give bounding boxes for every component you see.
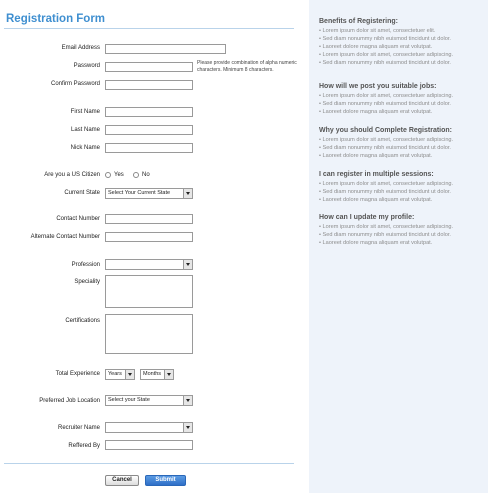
nick-name-field[interactable] (105, 143, 193, 153)
confirm-password-label: Confirm Password (50, 81, 100, 87)
section-heading: Why you should Complete Registration: (319, 127, 453, 134)
sidebar-section (319, 18, 484, 67)
section-heading: Benefits of Registering: (319, 18, 398, 25)
preferred-location-select[interactable] (105, 395, 193, 406)
list-item: • Sed diam nonummy nibh euismod tincidunt ut dolor. (319, 144, 484, 152)
section-heading: How can I update my profile: (319, 214, 415, 221)
list-item: • Laoreet dolore magna aliquam erat volutpat. (319, 43, 484, 51)
sidebar-section (319, 127, 484, 160)
list-item: • Sed diam nonummy nibh euismod tincidunt ut dolor. (319, 35, 484, 43)
password-field[interactable] (105, 62, 193, 72)
last-name-field[interactable] (105, 125, 193, 135)
last-name-label: Last Name (70, 127, 100, 133)
list-item: • Laoreet dolore magna aliquam erat volutpat. (319, 108, 484, 116)
first-name-label: First Name (70, 109, 100, 115)
list-item: • Laoreet dolore magna aliquam erat volutpat. (319, 152, 484, 160)
alt-contact-number-field[interactable] (105, 232, 193, 242)
chevron-down-icon (164, 370, 173, 379)
list-item: • Lorem ipsum dolor sit amet, consectetuer elit. (319, 27, 484, 35)
list-item: • Lorem ipsum dolor sit amet, consectetuer adipiscing. (319, 92, 484, 100)
password-hint: Please provide combination of alpha numeric characters. Minimum 8 characters. (197, 60, 297, 73)
chevron-down-icon (125, 370, 134, 379)
sidebar-info-panel (309, 0, 488, 493)
title-divider (4, 28, 294, 29)
list-item: • Sed diam nonummy nibh euismod tincidunt ut dolor. (319, 188, 484, 196)
confirm-password-field[interactable] (105, 80, 193, 90)
current-state-value: Select Your Current State (108, 190, 171, 196)
list-item: • Lorem ipsum dolor sit amet, consectetuer adipiscing. (319, 223, 484, 231)
chevron-down-icon (183, 396, 192, 405)
contact-number-label: Contact Number (56, 216, 100, 222)
form-footer-divider (4, 463, 294, 464)
profession-label: Profession (71, 262, 100, 268)
list-item: • Laoreet dolore magna aliquam erat volutpat. (319, 196, 484, 204)
months-select[interactable] (140, 369, 174, 380)
referred-by-field[interactable] (105, 440, 193, 450)
nick-name-label: Nick Name (70, 145, 100, 151)
total-experience-label: Total Experience (55, 371, 100, 377)
preferred-location-label: Preferred Job Location (39, 398, 100, 404)
recruiter-name-label: Recruiter Name (57, 425, 100, 431)
certifications-label: Certifications (65, 318, 100, 324)
us-citizen-yes-radio[interactable] (105, 172, 111, 178)
current-state-select[interactable] (105, 188, 193, 199)
certifications-textarea[interactable] (105, 314, 193, 354)
chevron-down-icon (183, 260, 192, 269)
list-item: • Sed diam nonummy nibh euismod tincidunt ut dolor. (319, 100, 484, 108)
current-state-label: Current State (64, 190, 100, 196)
chevron-down-icon (183, 189, 192, 198)
section-heading: I can register in multiple sessions: (319, 171, 434, 178)
list-item: • Sed diam nonummy nibh euismod tincidunt ut dolor. (319, 59, 484, 67)
us-citizen-yes-label: Yes (114, 172, 124, 178)
us-citizen-no-radio[interactable] (133, 172, 139, 178)
password-label: Password (73, 63, 100, 69)
contact-number-field[interactable] (105, 214, 193, 224)
email-label: Email Address (61, 45, 100, 51)
speciality-textarea[interactable] (105, 275, 193, 308)
us-citizen-no-label: No (142, 172, 150, 178)
cancel-button[interactable]: Cancel (105, 475, 139, 486)
sidebar-section (319, 214, 484, 247)
us-citizen-label: Are you a US Citizen (44, 172, 100, 178)
first-name-field[interactable] (105, 107, 193, 117)
months-value: Months (143, 371, 162, 377)
form-title: Registration Form (6, 13, 106, 25)
sidebar-section (319, 83, 484, 116)
list-item: • Lorem ipsum dolor sit amet, consectetuer adipiscing. (319, 51, 484, 59)
profession-select[interactable] (105, 259, 193, 270)
recruiter-name-select[interactable] (105, 422, 193, 433)
years-select[interactable] (105, 369, 135, 380)
sidebar-section (319, 171, 484, 204)
referred-by-label: Reffered By (68, 443, 100, 449)
chevron-down-icon (183, 423, 192, 432)
submit-button[interactable]: Submit (145, 475, 186, 486)
list-item: • Lorem ipsum dolor sit amet, consectetuer adipiscing. (319, 136, 484, 144)
list-item: • Sed diam nonummy nibh euismod tincidunt ut dolor. (319, 231, 484, 239)
years-value: Years (108, 371, 122, 377)
email-field[interactable] (105, 44, 226, 54)
list-item: • Laoreet dolore magna aliquam erat volutpat. (319, 239, 484, 247)
preferred-location-value: Select your State (108, 397, 150, 403)
alt-contact-number-label: Alternate Contact Number (30, 234, 100, 240)
list-item: • Lorem ipsum dolor sit amet, consectetuer adipiscing. (319, 180, 484, 188)
speciality-label: Speciality (74, 279, 100, 285)
section-heading: How will we post you suitable jobs: (319, 83, 437, 90)
